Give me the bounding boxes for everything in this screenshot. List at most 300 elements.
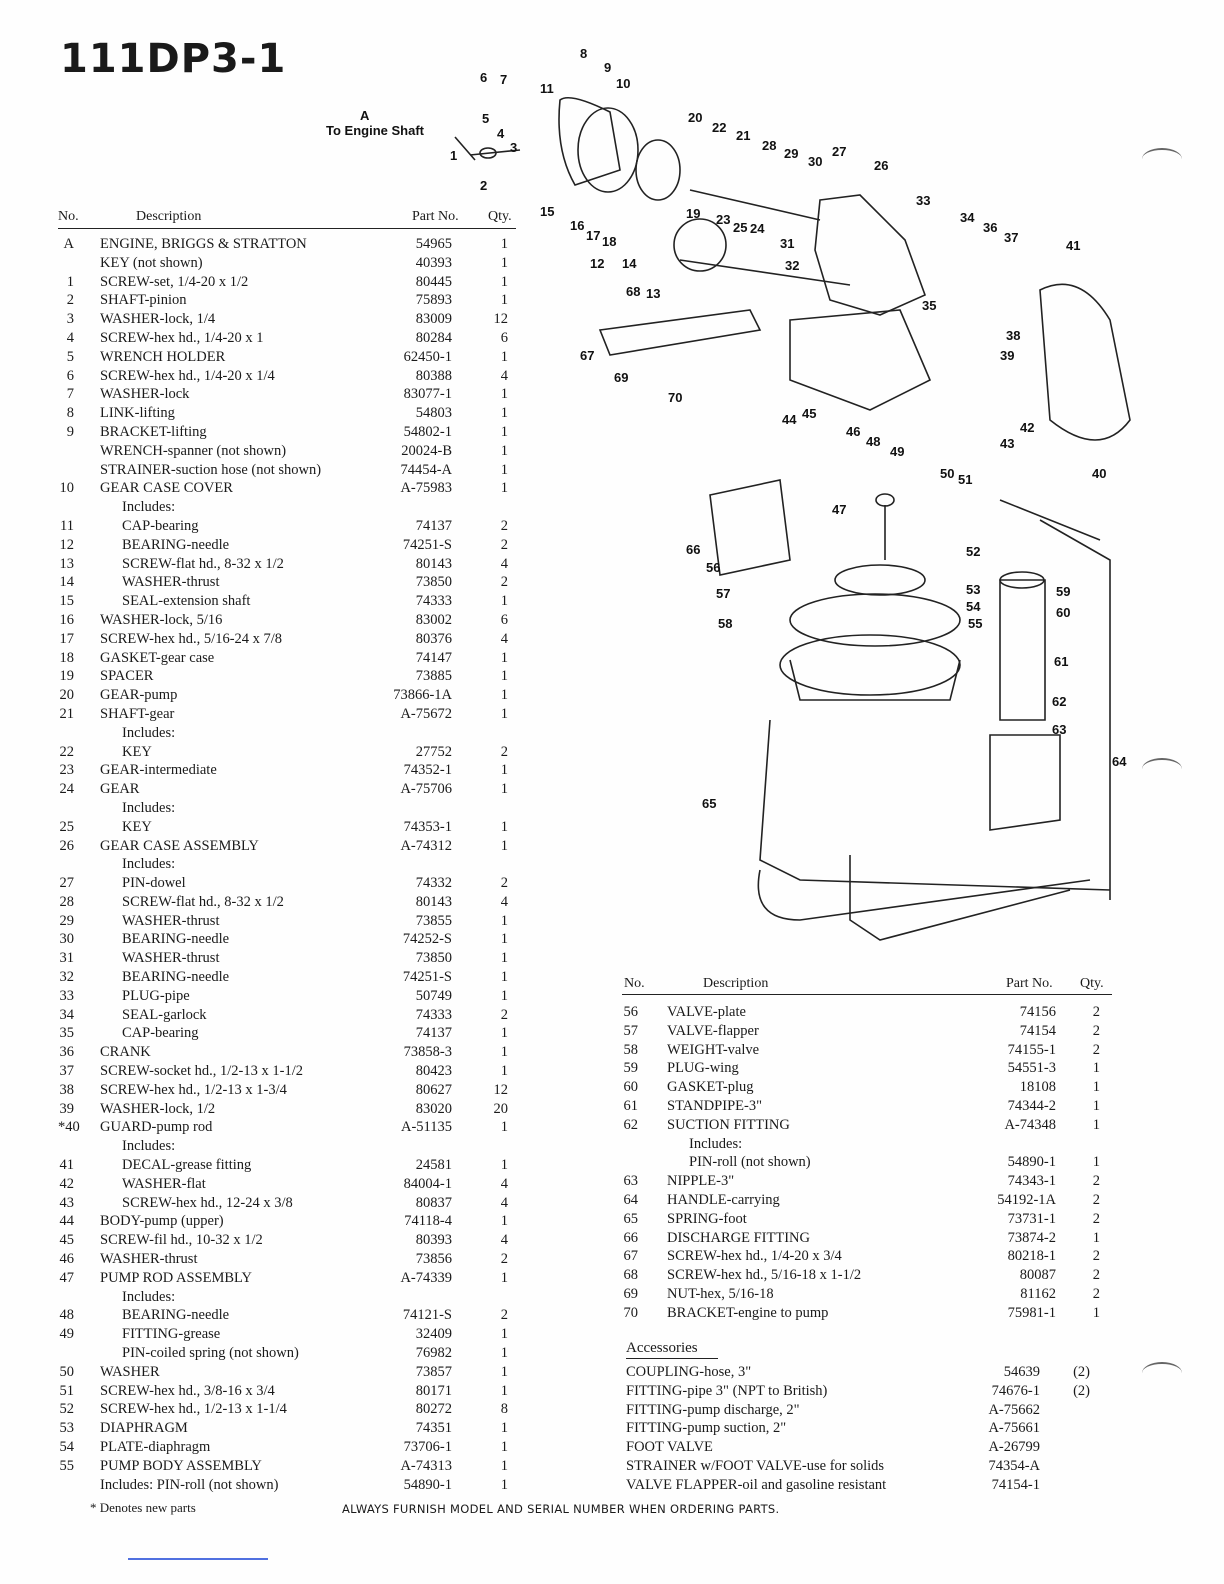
callout-49: 49	[890, 444, 905, 459]
part-number: 75981-1	[1007, 1304, 1056, 1321]
quantity: 2	[500, 1251, 508, 1268]
quantity: 1	[500, 386, 508, 403]
part-number: 73855	[415, 912, 452, 929]
item-number: 2	[66, 292, 74, 309]
item-number: 46	[59, 1251, 74, 1268]
quantity: 1	[500, 1326, 508, 1343]
quantity: 1	[500, 348, 508, 365]
part-number: 73874-2	[1007, 1229, 1056, 1246]
quantity: (2)	[1073, 1382, 1090, 1399]
callout-38: 38	[1006, 328, 1021, 343]
parts-row	[58, 894, 518, 913]
quantity: 12	[493, 1081, 508, 1098]
parts-row	[622, 1248, 1102, 1267]
parts-row	[58, 838, 518, 857]
quantity: 1	[500, 1476, 508, 1493]
item-number: 56	[623, 1004, 638, 1020]
item-number: 49	[59, 1326, 74, 1343]
item-description: PLUG-pipe	[122, 987, 190, 1004]
binder-hole-mark	[1142, 1362, 1182, 1384]
item-description: SEAL-extension shaft	[122, 593, 251, 610]
item-description: FITTING-pump suction, 2"	[626, 1420, 787, 1437]
item-description: Includes:	[122, 724, 176, 741]
parts-row	[58, 1176, 518, 1195]
item-description: BEARING-needle	[122, 969, 230, 986]
parts-row	[58, 349, 518, 368]
item-number: 5	[66, 348, 74, 365]
parts-row	[58, 1477, 518, 1496]
parts-row	[58, 1063, 518, 1082]
part-number: 74333	[415, 1006, 452, 1023]
parts-row	[622, 1023, 1102, 1042]
parts-row	[58, 556, 518, 575]
part-number: A-74313	[400, 1457, 452, 1474]
quantity: 4	[500, 367, 508, 384]
callout-1: 1	[450, 148, 458, 163]
item-number: 23	[59, 762, 74, 779]
item-description: CRANK	[100, 1044, 151, 1061]
item-description: WASHER-lock	[100, 386, 190, 403]
parts-row	[58, 875, 518, 894]
parts-row	[58, 1270, 518, 1289]
item-description: SHAFT-gear	[100, 705, 175, 722]
parts-row	[58, 255, 518, 274]
part-number: 73706-1	[403, 1439, 452, 1455]
parts-row	[58, 650, 518, 669]
callout-15: 15	[540, 204, 555, 219]
item-description: WRENCH-spanner (not shown)	[100, 442, 287, 459]
parts-row	[58, 386, 518, 405]
item-description: FOOT VALVE	[626, 1439, 713, 1456]
quantity: 2	[500, 1006, 508, 1023]
item-description: SCREW-hex hd., 5/16-18 x 1-1/2	[667, 1267, 862, 1284]
item-number: 25	[59, 818, 74, 835]
quantity: 4	[500, 1175, 508, 1192]
item-number: 50	[59, 1363, 74, 1380]
quantity: 1	[1092, 1060, 1100, 1077]
item-description: WASHER-thrust	[122, 950, 220, 967]
quantity: 8	[500, 1401, 508, 1418]
quantity: 1	[500, 705, 508, 722]
item-number: *40	[58, 1119, 80, 1136]
callout-35: 35	[922, 298, 937, 313]
callout-13: 13	[646, 286, 661, 301]
part-number: 73731-1	[1007, 1210, 1056, 1227]
callout-25: 25	[733, 220, 748, 235]
item-description: FITTING-pipe 3" (NPT to British)	[626, 1382, 828, 1399]
part-number: 75893	[415, 292, 452, 309]
item-number: 4	[66, 329, 74, 346]
quantity: 1	[500, 423, 508, 440]
accessories-underline	[626, 1358, 718, 1359]
parts-row	[622, 1136, 1102, 1155]
part-number: 83002	[415, 611, 452, 628]
callout-36: 36	[983, 220, 998, 235]
callout-56: 56	[706, 560, 721, 575]
part-number: 73885	[415, 668, 452, 685]
parts-row	[626, 1402, 1106, 1421]
item-description: WASHER-thrust	[100, 1251, 198, 1268]
part-number: 32409	[415, 1326, 452, 1343]
parts-row	[58, 1232, 518, 1251]
part-number: 74137	[415, 517, 452, 534]
quantity: 2	[1092, 1041, 1100, 1058]
quantity: 1	[1092, 1097, 1100, 1114]
item-number: 29	[59, 912, 74, 929]
item-number: 64	[623, 1191, 638, 1208]
quantity: 2	[1092, 1248, 1100, 1265]
parts-row	[626, 1420, 1106, 1439]
quantity: 1	[500, 818, 508, 835]
quantity: 1	[500, 912, 508, 929]
item-description: WASHER-flat	[122, 1175, 206, 1192]
part-number: 74147	[415, 649, 452, 666]
item-number: 45	[59, 1232, 74, 1249]
part-number: 84004-1	[403, 1175, 452, 1192]
item-number: 31	[59, 950, 74, 967]
part-number: 80218-1	[1007, 1248, 1056, 1265]
parts-row	[58, 988, 518, 1007]
item-description: GEAR-intermediate	[100, 762, 217, 779]
item-number: 43	[59, 1194, 74, 1211]
parts-row	[622, 1286, 1102, 1305]
item-description: PIN-dowel	[122, 875, 186, 892]
item-description: CAP-bearing	[122, 1025, 199, 1042]
item-number: 60	[623, 1079, 638, 1096]
parts-row	[58, 424, 518, 443]
part-number: 80171	[415, 1382, 452, 1399]
item-number: 6	[66, 367, 74, 384]
parts-row	[622, 1098, 1102, 1117]
callout-23: 23	[716, 212, 731, 227]
item-description: WASHER-thrust	[122, 912, 220, 929]
callout-18: 18	[602, 234, 617, 249]
item-number: 67	[623, 1248, 638, 1265]
part-number: 74353-1	[403, 818, 452, 835]
parts-row	[58, 950, 518, 969]
parts-row	[622, 1267, 1102, 1286]
item-description: SCREW-hex hd., 1/2-13 x 1-1/4	[100, 1401, 287, 1418]
part-number: 74118-4	[404, 1213, 452, 1230]
item-description: SHAFT-pinion	[100, 292, 187, 309]
quantity: 1	[500, 1044, 508, 1061]
callout-43: 43	[1000, 436, 1015, 451]
callout-59: 59	[1056, 584, 1071, 599]
parts-row	[622, 1211, 1102, 1230]
part-number: 73866-1A	[393, 687, 452, 704]
item-number: 3	[66, 311, 74, 328]
parts-row	[622, 1117, 1102, 1136]
item-number: 48	[59, 1307, 74, 1324]
parts-row	[58, 405, 518, 424]
parts-row	[58, 1251, 518, 1270]
quantity: 1	[500, 762, 508, 779]
parts-row	[622, 1060, 1102, 1079]
callout-46: 46	[846, 424, 861, 439]
accessories-title: Accessories	[626, 1340, 698, 1356]
item-number: 69	[623, 1285, 638, 1302]
quantity: 4	[500, 893, 508, 910]
quantity: 1	[500, 254, 508, 271]
quantity: 1	[500, 931, 508, 948]
callout-19: 19	[686, 206, 701, 221]
left-header-description: Description	[136, 209, 202, 224]
right-header-no: No.	[624, 976, 645, 991]
blue-underline-mark	[128, 1558, 268, 1560]
quantity: 2	[1092, 1022, 1100, 1039]
part-number: 80393	[415, 1232, 452, 1249]
item-number: 61	[623, 1097, 638, 1114]
parts-row	[58, 1401, 518, 1420]
part-number: 40393	[415, 254, 452, 271]
item-description: SCREW-hex hd., 1/4-20 x 3/4	[667, 1248, 842, 1265]
part-number: 73857	[415, 1363, 452, 1380]
item-number: 70	[623, 1304, 638, 1321]
part-number: 54802-1	[403, 423, 452, 440]
quantity: 2	[500, 574, 508, 591]
callout-34: 34	[960, 210, 975, 225]
item-number: 7	[66, 386, 74, 403]
item-number: 8	[66, 405, 74, 422]
part-number: 74154	[1019, 1022, 1056, 1039]
part-number: 83077-1	[403, 386, 452, 403]
part-number: 80284	[415, 329, 452, 346]
item-description: WASHER-lock, 1/4	[100, 311, 216, 328]
quantity: 2	[500, 1307, 508, 1324]
parts-row	[58, 1213, 518, 1232]
quantity: 1	[500, 236, 508, 252]
item-number: 65	[623, 1210, 638, 1227]
quantity: 4	[500, 555, 508, 572]
part-number: A-75706	[400, 781, 452, 798]
item-number: 52	[59, 1401, 74, 1418]
parts-row	[58, 1044, 518, 1063]
callout-53: 53	[966, 582, 981, 597]
quantity: (2)	[1073, 1364, 1090, 1380]
part-number: 62450-1	[403, 348, 452, 365]
engine-label-a: A	[360, 108, 370, 123]
quantity: 1	[500, 649, 508, 666]
part-number: 74155-1	[1007, 1041, 1056, 1058]
item-description: VALVE-flapper	[667, 1022, 759, 1039]
parts-row	[58, 631, 518, 650]
parts-row	[58, 706, 518, 725]
part-number: 80143	[415, 555, 452, 572]
part-number: 74251-S	[402, 536, 452, 553]
part-number: A-75983	[400, 480, 452, 497]
part-number: 80087	[1019, 1267, 1056, 1284]
quantity: 2	[500, 875, 508, 892]
quantity: 12	[493, 311, 508, 328]
parts-row	[58, 443, 518, 462]
parts-row	[58, 1439, 518, 1458]
parts-row	[58, 687, 518, 706]
callout-32: 32	[785, 258, 800, 273]
callout-28: 28	[762, 138, 777, 153]
part-number: 74676-1	[991, 1382, 1040, 1399]
part-number: 27752	[415, 743, 452, 760]
quantity: 2	[500, 743, 508, 760]
parts-row	[58, 1025, 518, 1044]
item-description: SCREW-hex hd., 1/2-13 x 1-3/4	[100, 1081, 287, 1098]
parts-row	[626, 1439, 1106, 1458]
callout-41: 41	[1066, 238, 1081, 253]
quantity: 1	[500, 1025, 508, 1042]
part-number: 80627	[415, 1081, 452, 1098]
callout-7: 7	[500, 72, 508, 87]
part-number: 74137	[415, 1025, 452, 1042]
item-description: SPRING-foot	[667, 1210, 747, 1227]
quantity: 2	[1092, 1191, 1100, 1208]
quantity: 1	[500, 668, 508, 685]
diagram-callouts	[450, 46, 1127, 811]
quantity: 1	[1092, 1229, 1100, 1246]
right-header-rule	[622, 994, 1112, 995]
left-header-part-no: Part No.	[412, 209, 459, 224]
item-number: 9	[66, 423, 74, 440]
parts-row	[622, 1154, 1102, 1173]
callout-9: 9	[604, 60, 612, 75]
item-description: GEAR CASE COVER	[100, 480, 233, 497]
parts-row	[58, 800, 518, 819]
item-description: SCREW-flat hd., 8-32 x 1/2	[122, 893, 284, 910]
item-number: 42	[59, 1175, 74, 1192]
part-number: 80445	[415, 273, 452, 290]
item-number: 13	[59, 555, 74, 572]
item-number: 17	[59, 630, 74, 647]
item-description: Includes:	[122, 799, 176, 816]
item-number: 1	[66, 273, 74, 290]
model-number: 111DP3-1	[60, 36, 287, 82]
quantity: 6	[500, 611, 508, 628]
part-number: A-75662	[988, 1401, 1040, 1418]
callout-22: 22	[712, 120, 727, 135]
item-description: WASHER-lock, 5/16	[100, 611, 223, 628]
quantity: 1	[500, 969, 508, 986]
quantity: 1	[1092, 1079, 1100, 1096]
item-description: SCREW-hex hd., 1/4-20 x 1	[100, 329, 264, 346]
callout-68: 68	[626, 284, 641, 299]
item-description: PUMP ROD ASSEMBLY	[100, 1269, 252, 1286]
part-number: A-74339	[400, 1269, 452, 1286]
parts-row	[58, 762, 518, 781]
quantity: 1	[500, 593, 508, 610]
callout-62: 62	[1052, 694, 1067, 709]
quantity: 1	[500, 273, 508, 290]
item-description: SCREW-hex hd., 1/4-20 x 1/4	[100, 367, 275, 384]
parts-row	[58, 274, 518, 293]
left-header-no: No.	[58, 209, 79, 224]
callout-61: 61	[1054, 654, 1069, 669]
callout-21: 21	[736, 128, 751, 143]
item-description: FITTING-grease	[122, 1326, 221, 1343]
part-number: A-26799	[988, 1439, 1040, 1456]
callout-5: 5	[482, 111, 490, 126]
item-description: BEARING-needle	[122, 931, 230, 948]
item-description: GASKET-plug	[667, 1079, 754, 1096]
item-description: WASHER-thrust	[122, 574, 220, 591]
item-number: 18	[59, 649, 74, 666]
item-description: Includes:	[122, 1288, 176, 1305]
part-number: 80388	[415, 367, 452, 384]
item-description: NUT-hex, 5/16-18	[667, 1285, 774, 1302]
parts-row	[58, 292, 518, 311]
part-number: 74454-A	[400, 461, 452, 478]
part-number: 54551-3	[1007, 1060, 1056, 1077]
accessories-list	[626, 1364, 1106, 1496]
callout-65: 65	[702, 796, 717, 811]
item-number: 35	[59, 1025, 74, 1042]
item-description: SCREW-hex hd., 12-24 x 3/8	[122, 1194, 293, 1211]
quantity: 1	[500, 1063, 508, 1080]
item-description: STANDPIPE-3"	[667, 1097, 762, 1114]
ordering-note: ALWAYS FURNISH MODEL AND SERIAL NUMBER WHEN ORDERING PARTS.	[342, 1502, 780, 1516]
quantity: 1	[500, 1457, 508, 1474]
callout-70: 70	[668, 390, 683, 405]
callout-37: 37	[1004, 230, 1019, 245]
item-description: GASKET-gear case	[100, 649, 215, 666]
quantity: 2	[500, 517, 508, 534]
item-number: 51	[59, 1382, 74, 1399]
parts-row	[58, 480, 518, 499]
item-number: 58	[623, 1041, 638, 1058]
callout-4: 4	[497, 126, 505, 141]
item-description: BEARING-needle	[122, 536, 230, 553]
part-number: A-74348	[1004, 1116, 1056, 1133]
parts-row	[626, 1458, 1106, 1477]
item-number: 55	[59, 1457, 74, 1474]
callout-26: 26	[874, 158, 889, 173]
right-header-description: Description	[703, 976, 769, 991]
callout-67: 67	[580, 348, 595, 363]
quantity: 1	[500, 1382, 508, 1399]
parts-row	[58, 612, 518, 631]
quantity: 1	[500, 1345, 508, 1362]
item-number: 11	[60, 517, 74, 534]
parts-row	[58, 913, 518, 932]
item-number: 30	[59, 931, 74, 948]
part-number: 20024-B	[401, 442, 452, 459]
item-description: Includes:	[689, 1135, 743, 1152]
item-number: 54	[59, 1439, 74, 1455]
engine-label: To Engine Shaft	[326, 123, 424, 138]
quantity: 1	[500, 987, 508, 1004]
quantity: 1	[500, 442, 508, 459]
quantity: 1	[500, 1363, 508, 1380]
part-number: 81162	[1020, 1285, 1056, 1302]
item-description: STRAINER-suction hose (not shown)	[100, 461, 322, 478]
quantity: 1	[500, 405, 508, 422]
parts-row	[58, 1289, 518, 1308]
item-description: BRACKET-engine to pump	[667, 1304, 829, 1321]
parts-table-left	[58, 236, 518, 1495]
part-number: A-74312	[400, 837, 452, 854]
quantity: 6	[500, 329, 508, 346]
item-number: 16	[59, 611, 74, 628]
callout-45: 45	[802, 406, 817, 421]
item-number: 59	[623, 1060, 638, 1077]
item-description: WASHER-lock, 1/2	[100, 1100, 216, 1117]
quantity: 4	[500, 630, 508, 647]
item-number: 22	[59, 743, 74, 760]
quantity: 2	[1092, 1173, 1100, 1190]
item-description: PIN-roll (not shown)	[689, 1154, 811, 1171]
item-description: WASHER	[100, 1363, 160, 1380]
callout-52: 52	[966, 544, 981, 559]
item-number: 24	[59, 781, 74, 798]
right-header-qty: Qty.	[1080, 976, 1104, 991]
parts-row	[58, 593, 518, 612]
